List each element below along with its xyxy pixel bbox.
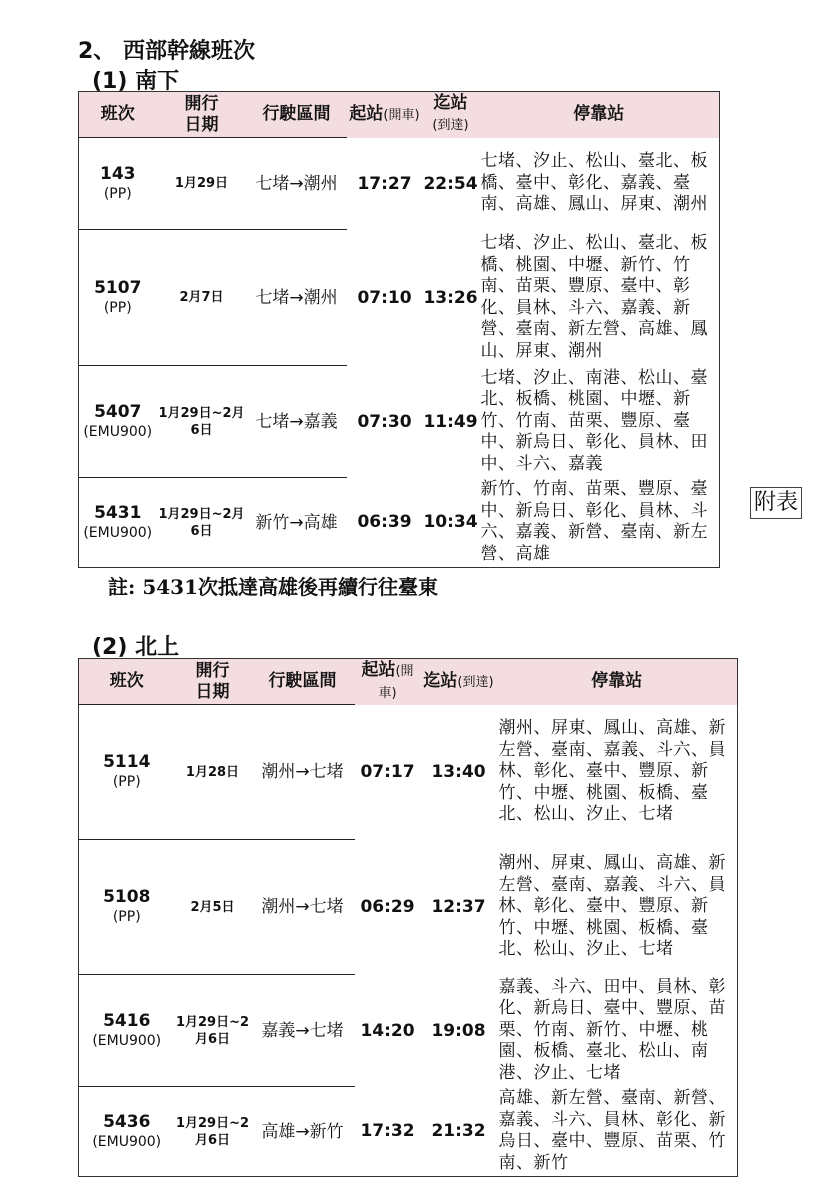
departure-cell: 07:17: [360, 762, 415, 782]
departure-cell: 17:27: [357, 173, 412, 194]
header-train: 班次: [100, 104, 135, 124]
table-row: [79, 230, 720, 366]
route-cell: 七堵→嘉義: [247, 366, 347, 478]
stops-cell: 七堵、汐止、松山、臺北、板橋、桃園、中壢、新竹、竹南、苗栗、豐原、臺中、彰化、員林、斗六、嘉義、新營、臺南、新左營、高雄、鳳山、屏東、潮州: [480, 233, 708, 361]
departure-cell: 17:32: [360, 1121, 415, 1142]
train-number-cell: 5114 (PP): [79, 705, 175, 840]
date-cell: 1月28日: [175, 705, 251, 840]
northbound-table: [78, 658, 738, 1177]
table-row: [79, 478, 720, 568]
stops-cell: 七堵、汐止、松山、臺北、板橋、臺中、彰化、嘉義、臺南、高雄、鳳山、屏東、潮州: [480, 151, 708, 215]
header-arrival: 迄站 (到達): [432, 93, 469, 134]
date-cell: 2月7日: [157, 230, 247, 366]
table-row: [79, 1087, 738, 1177]
train-number-cell: 143 (PP): [79, 138, 157, 230]
header-route: 行駛區間: [268, 671, 337, 691]
departure-cell: 14:20: [360, 1020, 415, 1041]
route-cell: 潮州→七堵: [251, 840, 355, 975]
departure-cell: 07:30: [357, 411, 412, 432]
route-cell: 新竹→高雄: [247, 478, 347, 568]
southbound-title: (1) 南下: [92, 69, 180, 94]
stops-cell: 新竹、竹南、苗栗、豐原、臺中、新烏日、彰化、員林、斗六、嘉義、新營、臺南、新左營、高雄: [480, 479, 708, 564]
train-number-cell: 5407 (EMU900): [79, 366, 157, 478]
route-cell: 七堵→潮州: [247, 230, 347, 366]
train-number-cell: 5107 (PP): [79, 230, 157, 366]
arrival-cell: 21:32: [431, 1121, 486, 1142]
date-cell: 1月29日~2月6日: [157, 478, 247, 568]
arrival-cell: 13:26: [423, 287, 478, 308]
table-note: 註: 5431次抵達高雄後再續行往臺東: [108, 575, 439, 599]
route-cell: 嘉義→七堵: [251, 975, 355, 1087]
arrival-cell: 13:40: [431, 762, 486, 782]
departure-cell: 06:29: [360, 897, 415, 917]
train-number-cell: 5436 (EMU900): [79, 1087, 175, 1177]
train-number-cell: 5431 (EMU900): [79, 478, 157, 568]
table-row: [79, 705, 738, 840]
table-row: [79, 975, 738, 1087]
route-cell: 七堵→潮州: [247, 138, 347, 230]
date-cell: 1月29日: [157, 138, 247, 230]
header-arrival: 迄站(到達): [423, 670, 494, 691]
departure-cell: 06:39: [357, 512, 412, 533]
header-stops: 停靠站: [573, 104, 625, 125]
route-cell: 高雄→新竹: [251, 1087, 355, 1177]
northbound-title: (2) 北上: [92, 635, 180, 660]
date-cell: 1月29日~2月6日: [175, 975, 251, 1087]
train-number-cell: 5416 (EMU900): [79, 975, 175, 1087]
header-departure: 起站(開車): [361, 659, 414, 701]
table-header-row: [79, 659, 738, 705]
route-cell: 潮州→七堵: [251, 705, 355, 840]
stops-cell: 潮州、屏東、鳳山、高雄、新左營、臺南、嘉義、斗六、員林、彰化、臺中、豐原、新竹、中壢、桃園、板橋、臺北、松山、汐止、七堵: [498, 718, 726, 825]
section-heading: 2、 西部幹線班次: [78, 39, 255, 64]
header-stops: 停靠站: [591, 671, 643, 692]
stops-cell: 高雄、新左營、臺南、新營、嘉義、斗六、員林、彰化、新烏日、臺中、豐原、苗栗、竹南、新竹: [498, 1088, 726, 1173]
date-cell: 1月29日~2月6日: [157, 366, 247, 478]
southbound-table: [78, 91, 720, 568]
table-row: [79, 366, 720, 478]
arrival-cell: 11:49: [423, 411, 478, 432]
stops-cell: 嘉義、斗六、田中、員林、彰化、新烏日、臺中、豐原、苗栗、竹南、新竹、中壢、桃園、板橋、臺北、松山、南港、汐止、七堵: [498, 976, 726, 1083]
departure-cell: 07:10: [357, 287, 412, 308]
table-row: [79, 138, 720, 230]
appendix-label: 附表: [750, 487, 802, 519]
arrival-cell: 10:34: [423, 512, 478, 533]
stops-cell: 潮州、屏東、鳳山、高雄、新左營、臺南、嘉義、斗六、員林、彰化、臺中、豐原、新竹、中壢、桃園、板橋、臺北、松山、汐止、七堵: [498, 853, 726, 960]
arrival-cell: 22:54: [423, 173, 478, 194]
stops-cell: 七堵、汐止、南港、松山、臺北、板橋、桃園、中壢、新竹、竹南、苗栗、豐原、臺中、新烏日、彰化、員林、田中、斗六、嘉義: [480, 367, 708, 474]
arrival-cell: 12:37: [431, 897, 486, 917]
arrival-cell: 19:08: [431, 1020, 486, 1041]
train-number-cell: 5108 (PP): [79, 840, 175, 975]
header-date: 開行 日期: [195, 660, 230, 702]
header-date: 開行 日期: [184, 93, 219, 135]
header-departure: 起站(開車): [349, 103, 420, 124]
table-row: [79, 840, 738, 975]
date-cell: 2月5日: [175, 840, 251, 975]
table-header-row: [79, 92, 720, 138]
date-cell: 1月29日~2月6日: [175, 1087, 251, 1177]
header-train: 班次: [109, 671, 144, 691]
header-route: 行駛區間: [262, 104, 331, 124]
